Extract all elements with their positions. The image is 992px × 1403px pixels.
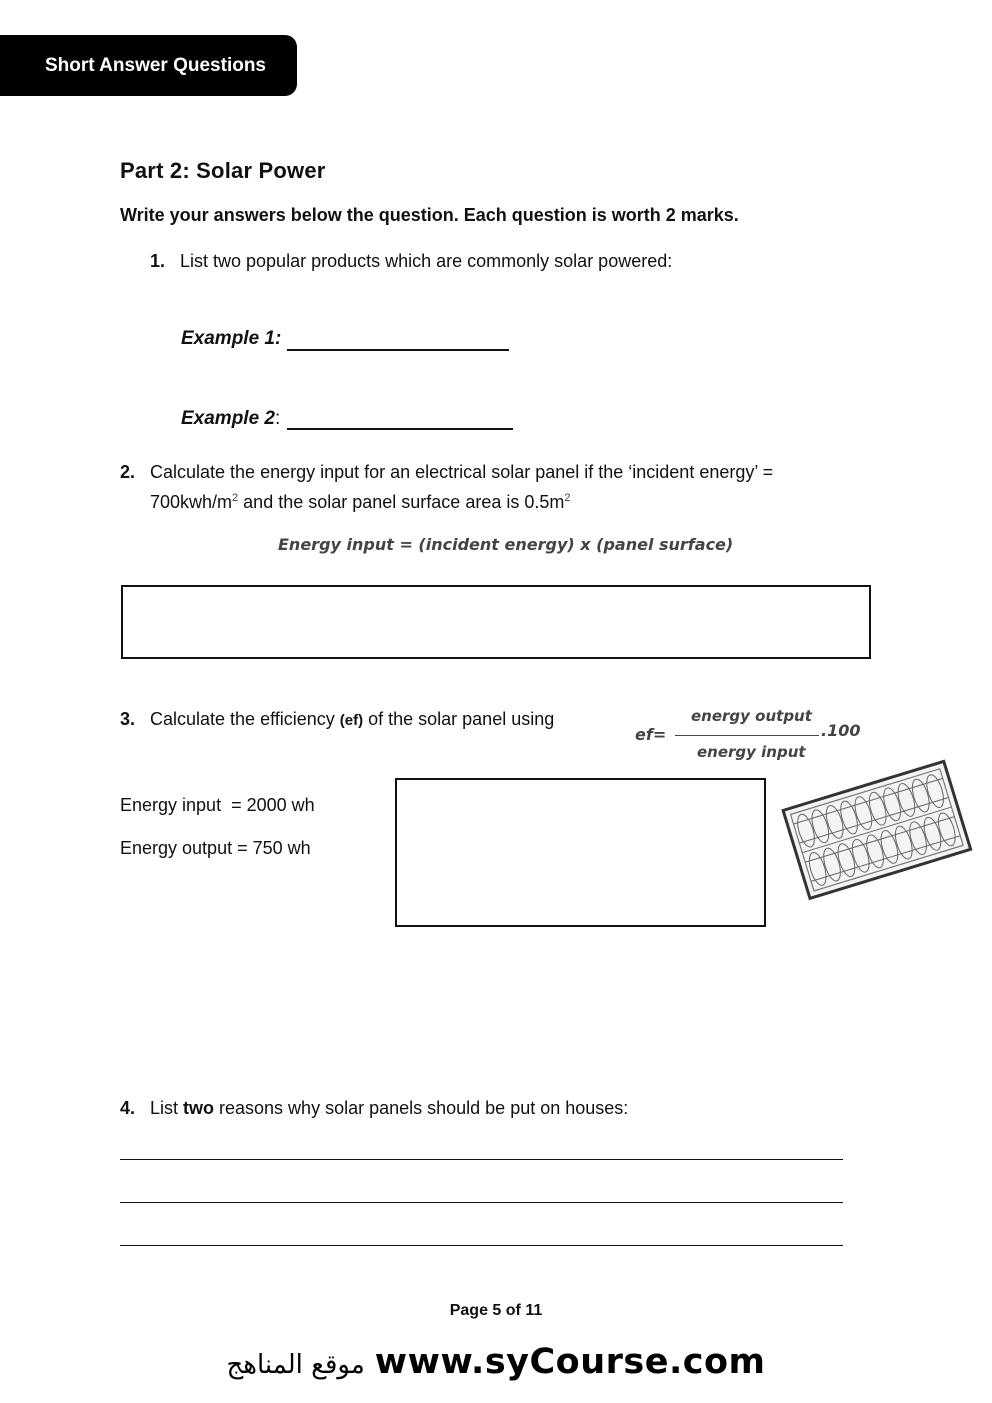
question-number: 3.	[120, 709, 136, 729]
example-2-label: Example 2:	[181, 408, 281, 429]
question-text-continued: $700kwh/m^2$ and the solar panel surface area is $0.5m^2$	[150, 492, 571, 512]
section-tab-label: Short Answer Questions	[45, 54, 266, 76]
solar-panel-icon	[778, 752, 974, 902]
fraction-bar	[675, 735, 819, 736]
answer-line-2[interactable]	[120, 1202, 843, 1203]
answer-line-1[interactable]	[120, 1159, 843, 1160]
energy-input-value: Energy input = 2000 wh	[120, 795, 315, 815]
answer-line-3[interactable]	[120, 1245, 843, 1246]
part-title: Part 2: Solar Power	[120, 158, 326, 183]
energy-input-formula: Energy input = (incident energy) x (panel surface)	[278, 535, 734, 554]
efficiency-formula: ef= energy output energy input .100	[635, 707, 861, 761]
watermark-arabic: موقع المناهج	[226, 1350, 365, 1380]
energy-output-value: Energy output = 750 wh	[120, 838, 311, 858]
question-number: 1.	[150, 251, 166, 271]
answer-box-question-2[interactable]	[121, 585, 871, 659]
instructions: Write your answers below the question. Each question is worth 2 marks.	[120, 205, 739, 225]
answer-box-question-3[interactable]	[395, 778, 766, 927]
example-1-label: Example 1:	[181, 328, 282, 349]
watermark	[0, 1342, 992, 1382]
watermark-url: www.syCourse.com	[374, 1342, 766, 1382]
example-2-answer-line[interactable]	[287, 428, 513, 430]
question-4: 4. List two reasons why solar panels should be put on houses:	[120, 1095, 628, 1121]
section-tab	[0, 35, 297, 96]
example-1-answer-line[interactable]	[287, 349, 509, 351]
question-3: 3. Calculate the efficiency (ef) of the solar panel using	[120, 706, 554, 734]
question-1	[150, 248, 672, 274]
question-number: 2.	[120, 462, 136, 482]
question-number: 4.	[120, 1098, 136, 1118]
question-text: Calculate the energy input for an electrical solar panel if the ‘incident energy’ =	[150, 462, 774, 482]
question-text: Calculate the efficiency	[150, 709, 340, 729]
question-text: List two popular products which are commonly solar powered:	[180, 251, 673, 271]
question-2	[120, 459, 880, 515]
page-number: Page 5 of 11	[449, 1302, 543, 1319]
